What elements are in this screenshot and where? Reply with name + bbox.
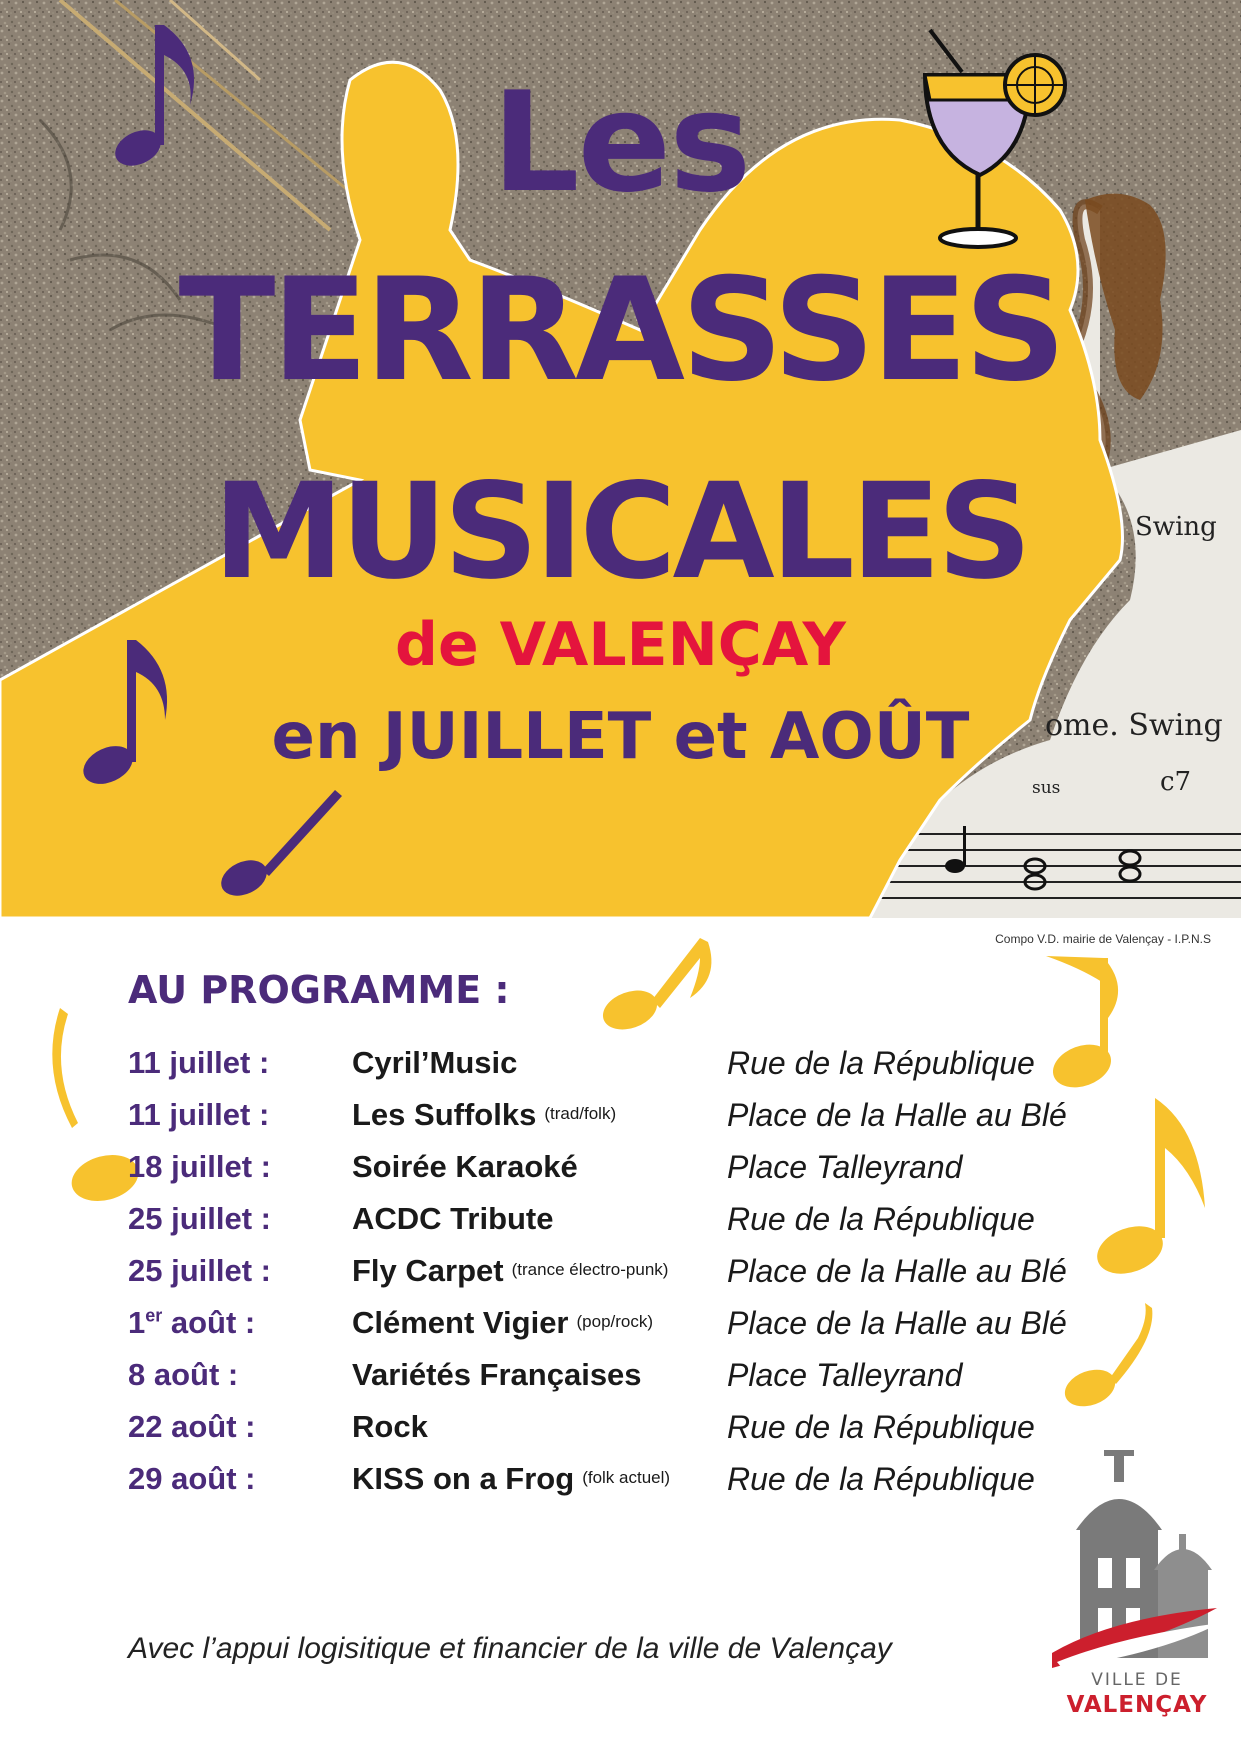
event-genre: (trad/folk)	[544, 1104, 617, 1123]
music-note-icon	[598, 938, 712, 1036]
event-venue: Place de la Halle au Blé	[727, 1097, 1067, 1133]
event-venue: Rue de la République	[727, 1045, 1035, 1081]
event-artist	[352, 1305, 653, 1341]
event-artist-name: ACDC Tribute	[352, 1201, 554, 1236]
event-artist	[352, 1357, 642, 1393]
poster-title-line-2: TERRASSES	[178, 248, 1063, 413]
event-artist	[352, 1149, 578, 1185]
town-logo	[1052, 1448, 1222, 1748]
sheet-music-text: Swing	[1135, 512, 1217, 542]
event-artist	[352, 1461, 670, 1497]
event-venue: Place Talleyrand	[727, 1357, 963, 1393]
event-artist-name: Rock	[352, 1409, 428, 1444]
event-artist-name: Cyril’Music	[352, 1045, 518, 1080]
event-date: 18 juillet :	[128, 1149, 271, 1184]
poster-title-line-1: Les	[491, 62, 750, 223]
programme-row	[0, 1201, 1241, 1253]
event-date	[128, 1305, 255, 1341]
event-venue: Place Talleyrand	[727, 1149, 963, 1185]
event-artist-name: Soirée Karaoké	[352, 1149, 578, 1184]
event-artist-name: Variétés Françaises	[352, 1357, 642, 1392]
programme-heading: AU PROGRAMME :	[128, 968, 510, 1012]
event-date: 11 juillet :	[128, 1045, 270, 1080]
event-date: 8 août :	[128, 1357, 239, 1392]
event-artist	[352, 1097, 616, 1133]
poster-period: en JUILLET et AOÛT	[271, 700, 970, 774]
event-date-ordinal: er	[145, 1305, 163, 1326]
event-venue: Rue de la République	[727, 1461, 1035, 1497]
event-artist-name: Clément Vigier	[352, 1305, 569, 1340]
event-artist-name: Les Suffolks	[352, 1097, 537, 1132]
programme-row	[0, 1253, 1241, 1305]
sheet-music-text: c7	[1160, 767, 1192, 797]
programme-row	[0, 1149, 1241, 1201]
event-date-day: 1	[128, 1305, 146, 1340]
event-venue: Place de la Halle au Blé	[727, 1253, 1067, 1289]
logo-text-line-2: VALENÇAY	[1066, 1692, 1208, 1718]
event-genre: (pop/rock)	[576, 1312, 654, 1331]
poster-place: de VALENÇAY	[395, 610, 846, 680]
event-artist	[352, 1201, 554, 1237]
event-venue: Rue de la République	[727, 1409, 1035, 1445]
programme-row	[0, 1045, 1241, 1097]
event-date: 29 août :	[128, 1461, 256, 1496]
event-artist	[352, 1045, 517, 1081]
event-genre: (folk actuel)	[582, 1468, 671, 1487]
event-artist-name: KISS on a Frog	[352, 1461, 575, 1496]
event-venue: Place de la Halle au Blé	[727, 1305, 1067, 1341]
event-artist	[352, 1253, 668, 1289]
event-artist-name: Fly Carpet	[352, 1253, 504, 1288]
logo-text-line-1: VILLE DE	[1091, 1670, 1183, 1690]
poster-credit: Compo V.D. mairie de Valençay - I.P.N.S	[995, 932, 1211, 946]
programme-row	[0, 1357, 1241, 1409]
poster-title-line-3: MUSICALES	[212, 455, 1029, 609]
programme-row	[0, 1097, 1241, 1149]
event-genre: (trance électro-punk)	[511, 1260, 669, 1279]
event-date: 11 juillet :	[128, 1097, 270, 1132]
event-artist	[352, 1409, 428, 1445]
sheet-music-text: sus	[1032, 778, 1061, 798]
support-statement: Avec l’appui logisitique et financier de la ville de Valençay	[128, 1632, 892, 1665]
sheet-music-text: ome. Swing	[1045, 708, 1223, 743]
event-date: 22 août :	[128, 1409, 256, 1444]
programme-row	[0, 1305, 1241, 1357]
event-date: 25 juillet :	[128, 1201, 271, 1236]
event-date-month: août :	[162, 1305, 256, 1340]
event-date: 25 juillet :	[128, 1253, 271, 1288]
chateau-logo-icon	[1052, 1448, 1222, 1668]
event-venue: Rue de la République	[727, 1201, 1035, 1237]
